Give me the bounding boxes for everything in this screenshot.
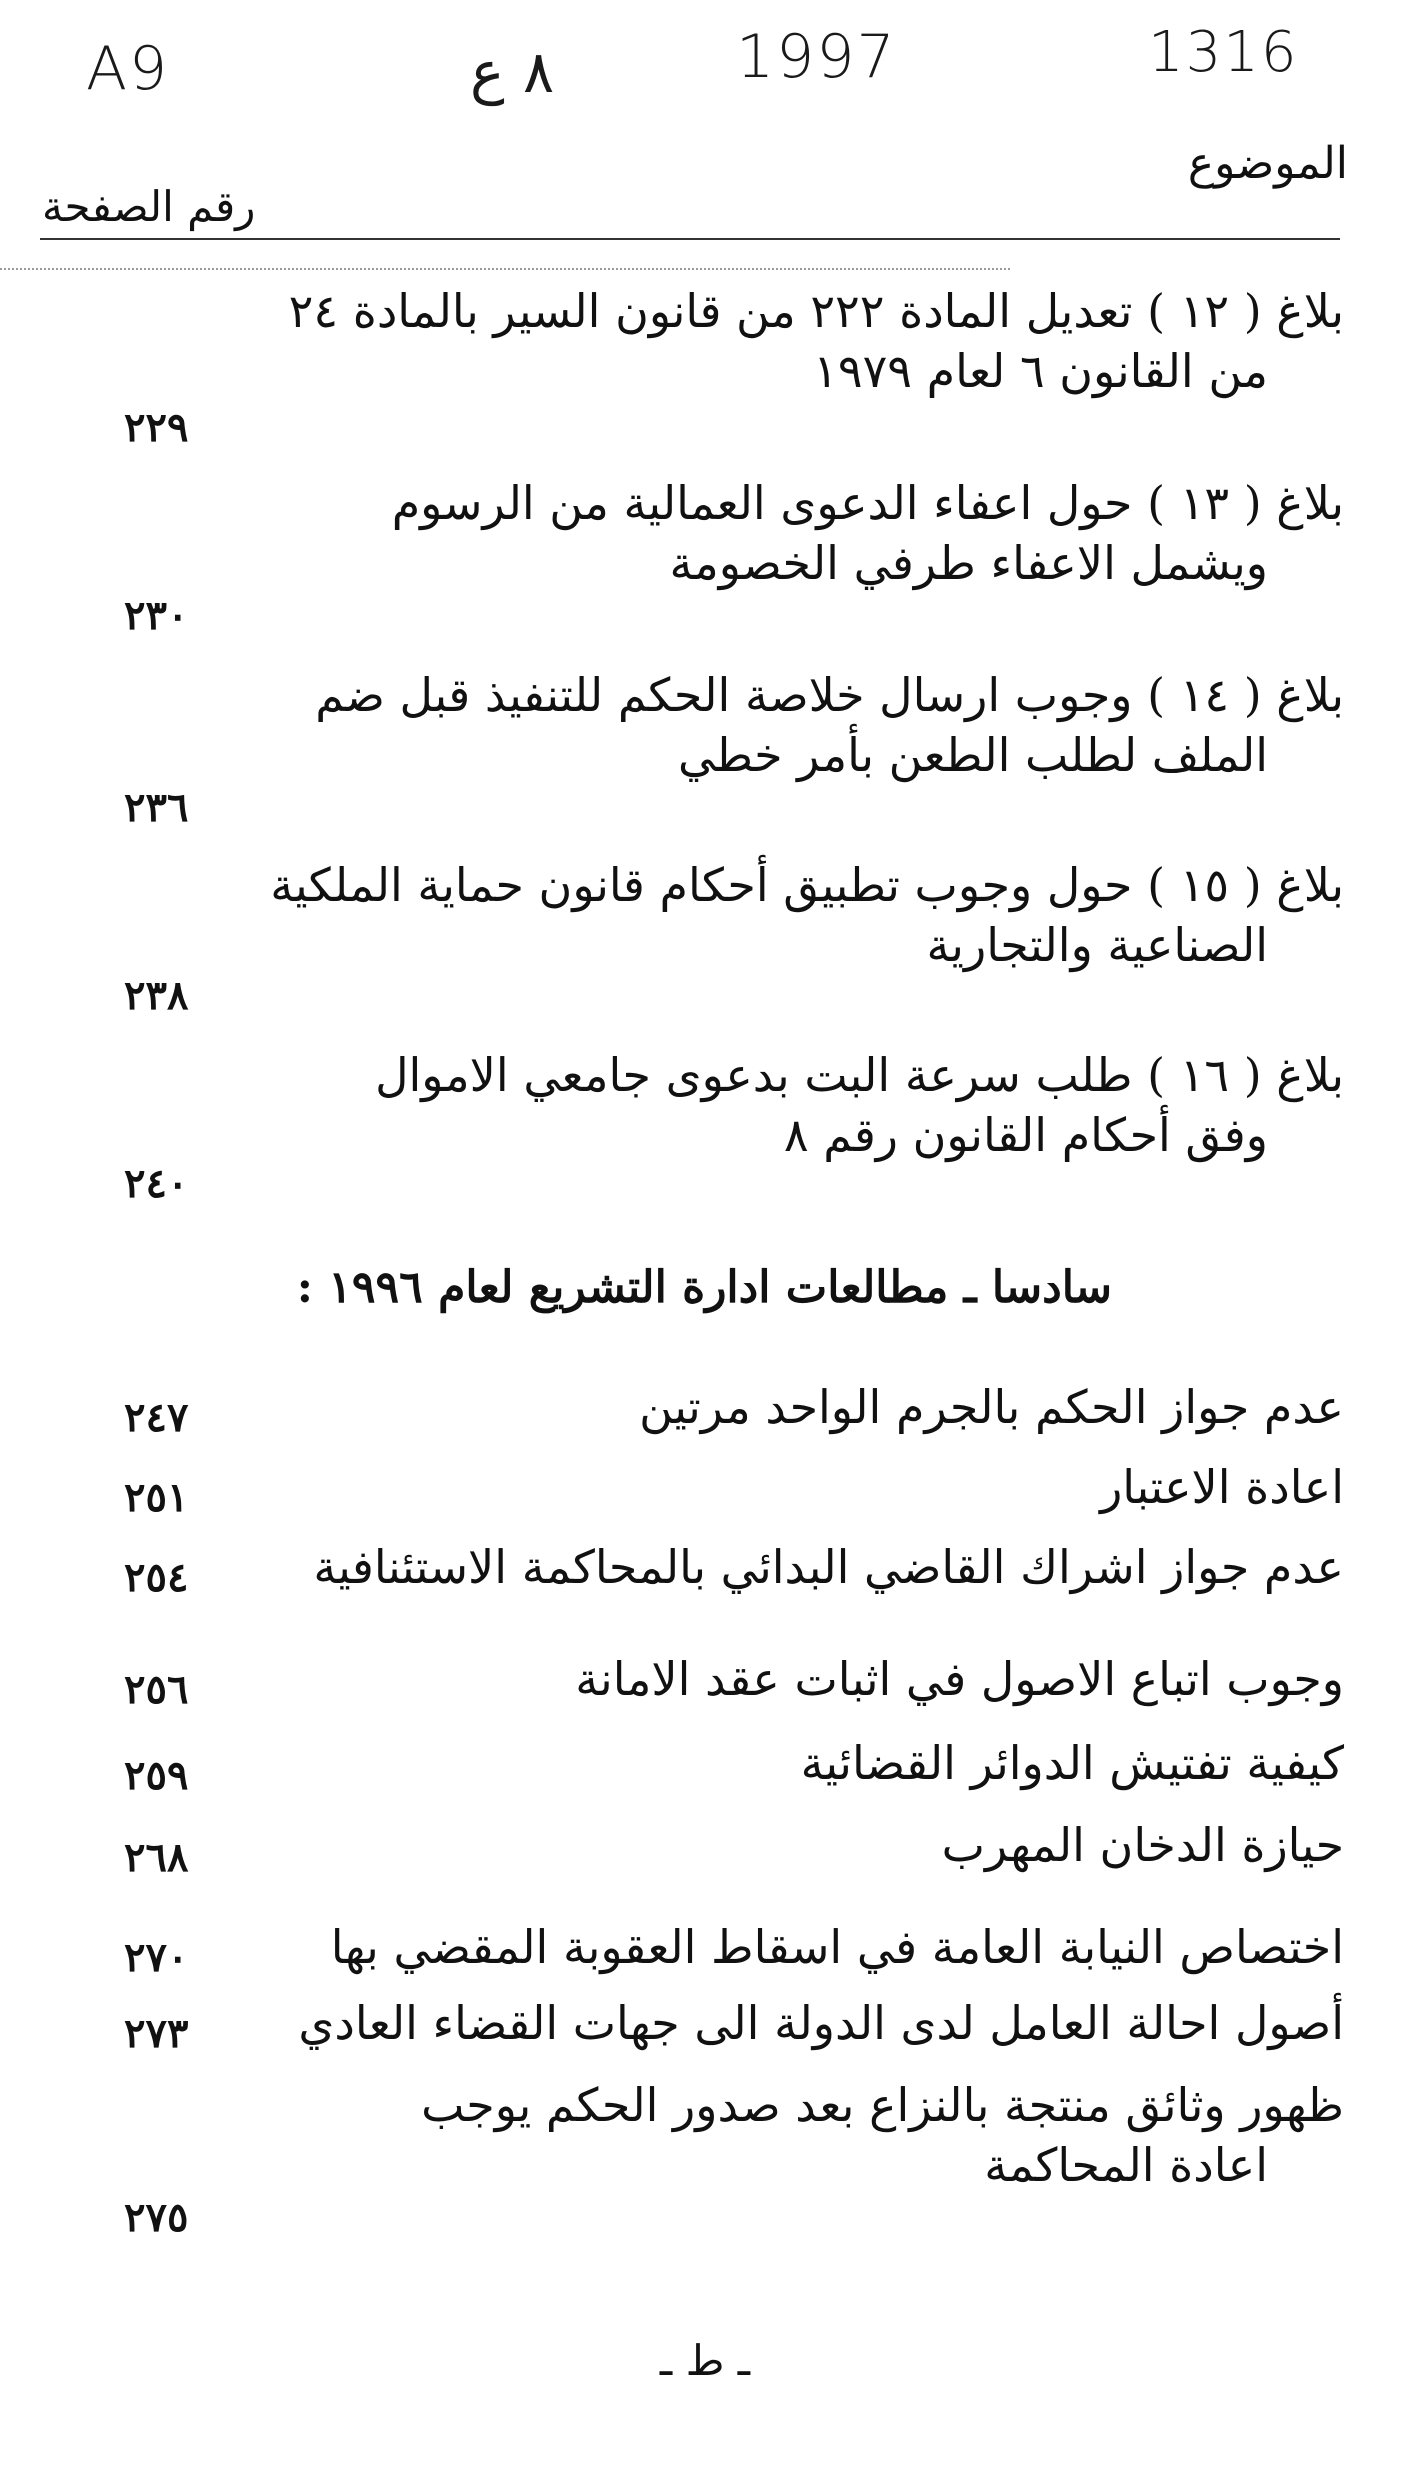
entry-title-continued: الصناعية والتجارية bbox=[926, 917, 1268, 972]
toc-item: اعادة الاعتبار bbox=[1100, 1460, 1344, 1514]
entry-title: بلاغ ( ١٢ ) تعديل المادة ٢٢٢ من قانون السير بالمادة ٢٤ bbox=[288, 284, 1344, 338]
entry-page-number: ٢٣٨ bbox=[124, 972, 189, 1019]
page-footer-marker: ـ ط ـ bbox=[659, 2336, 751, 2385]
entry-page-number: ٢٤٧ bbox=[124, 1394, 189, 1441]
entry-title-continued: الملف لطلب الطعن بأمر خطي bbox=[678, 727, 1268, 782]
entry-title: بلاغ ( ١٥ ) حول وجوب تطبيق أحكام قانون حماية الملكية bbox=[270, 858, 1344, 912]
entry-page-number: ٢٧٣ bbox=[124, 2010, 189, 2057]
toc-entry-bulletin-16 bbox=[0, 1046, 1344, 1166]
toc-header bbox=[42, 130, 1348, 242]
toc-item-multiline bbox=[0, 2076, 1344, 2196]
dotted-rule bbox=[0, 268, 1010, 270]
toc-item: وجوب اتباع الاصول في اثبات عقد الامانة bbox=[575, 1652, 1344, 1706]
toc-item: عدم جواز اشراك القاضي البدائي بالمحاكمة الاستئنافية bbox=[313, 1540, 1344, 1594]
entry-page-number: ٢٥٦ bbox=[124, 1666, 189, 1713]
toc-item: حيازة الدخان المهرب bbox=[941, 1818, 1344, 1872]
entry-page-number: ٢٦٨ bbox=[124, 1834, 189, 1881]
toc-item: عدم جواز الحكم بالجرم الواحد مرتين bbox=[639, 1380, 1344, 1434]
handwritten-note-year: 1997 bbox=[736, 22, 897, 92]
entry-page-number: ٢٥١ bbox=[124, 1474, 189, 1521]
entry-page-number: ٢٤٠ bbox=[124, 1160, 189, 1207]
entry-page-number: ٢٥٤ bbox=[124, 1554, 189, 1601]
entry-title-continued: ويشمل الاعفاء طرفي الخصومة bbox=[669, 535, 1268, 590]
entry-page-number: ٢٢٩ bbox=[124, 404, 189, 451]
toc-item: كيفية تفتيش الدوائر القضائية bbox=[800, 1736, 1344, 1790]
entry-page-number: ٢٣٦ bbox=[124, 784, 189, 831]
entry-title: بلاغ ( ١٤ ) وجوب ارسال خلاصة الحكم للتنفيذ قبل ضم bbox=[315, 668, 1344, 722]
handwritten-note-a: A9 bbox=[86, 34, 170, 104]
handwritten-note-number: 1316 bbox=[1148, 20, 1299, 85]
entry-page-number: ٢٧٠ bbox=[124, 1934, 189, 1981]
entry-title-continued: وفق أحكام القانون رقم ٨ bbox=[783, 1107, 1268, 1162]
entry-title-continued: من القانون ٦ لعام ١٩٧٩ bbox=[813, 343, 1268, 398]
toc-item: أصول احالة العامل لدى الدولة الى جهات القضاء العادي bbox=[298, 1996, 1344, 2050]
toc-entry-bulletin-13 bbox=[0, 474, 1344, 594]
toc-entry-bulletin-14 bbox=[0, 666, 1344, 786]
entry-page-number: ٢٣٠ bbox=[124, 592, 189, 639]
entry-title: ظهور وثائق منتجة بالنزاع بعد صدور الحكم يوجب bbox=[421, 2078, 1344, 2132]
header-rule bbox=[40, 238, 1340, 240]
entry-title: بلاغ ( ١٦ ) طلب سرعة البت بدعوى جامعي الاموال bbox=[375, 1048, 1344, 1102]
entry-page-number: ٢٧٥ bbox=[124, 2194, 189, 2241]
toc-item: اختصاص النيابة العامة في اسقاط العقوبة المقضي بها bbox=[330, 1920, 1344, 1974]
subject-column-heading: الموضوع bbox=[1187, 138, 1348, 189]
toc-entry-bulletin-15 bbox=[0, 856, 1344, 976]
entry-title: بلاغ ( ١٣ ) حول اعفاء الدعوى العمالية من الرسوم bbox=[391, 476, 1344, 530]
entry-title-continued: اعادة المحاكمة bbox=[984, 2137, 1268, 2192]
handwritten-note-b: ٨ ع bbox=[470, 38, 555, 106]
toc-entry-bulletin-12 bbox=[0, 282, 1344, 402]
section-heading: سادسا ـ مطالعات ادارة التشريع لعام ١٩٩٦ : bbox=[296, 1262, 1112, 1313]
entry-page-number: ٢٥٩ bbox=[124, 1752, 189, 1799]
page-number-column-heading: رقم الصفحة bbox=[42, 182, 256, 231]
